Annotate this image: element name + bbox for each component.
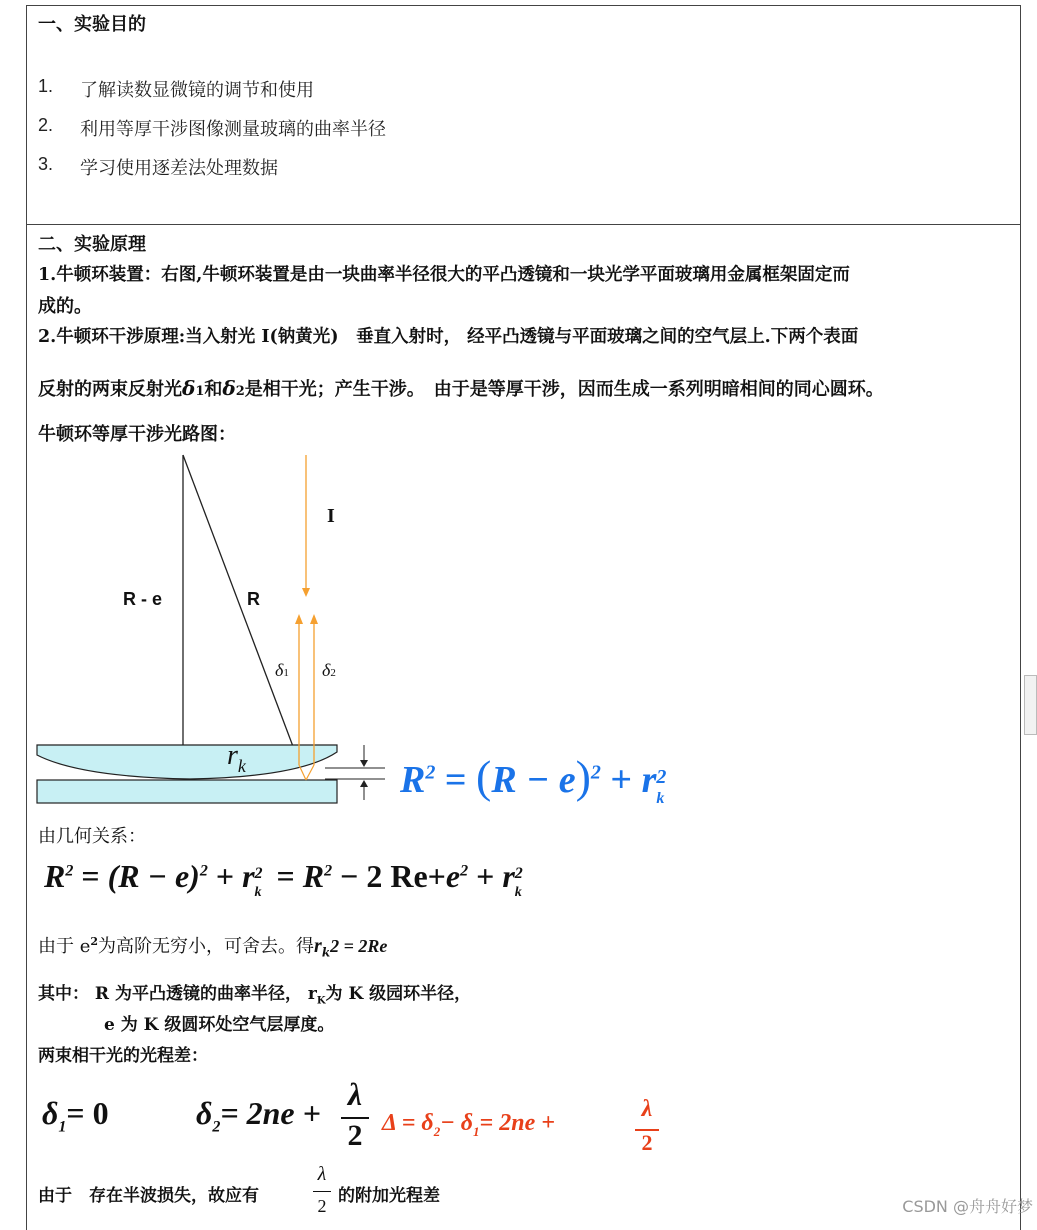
geometry-label: 由几何关系： bbox=[38, 826, 146, 847]
delta2-frac-den: 2 bbox=[347, 1119, 363, 1152]
plano-convex-lens bbox=[37, 745, 337, 779]
label-delta2: δ2 bbox=[322, 660, 336, 680]
reflected-arrowhead-1 bbox=[295, 614, 303, 624]
where-line1: 其中： R 为平凸透镜的曲率半径， $r_K$为 K 级园环半径， bbox=[38, 984, 472, 1007]
formula-blue: $R^2 = (R - e)^2 + r$ 2 k bbox=[400, 751, 667, 807]
dimension-arrowhead-top bbox=[360, 760, 368, 767]
goal-number: 3. bbox=[38, 154, 54, 174]
principle-para1-cont: 成的。 bbox=[38, 296, 92, 317]
half-wave-text-a: 由于 存在半波损失，故应有 bbox=[38, 1186, 259, 1206]
half-wave-frac-bar bbox=[313, 1191, 331, 1192]
goal-number: 1. bbox=[38, 76, 54, 96]
goal-text: 学习使用逐差法处理数据 bbox=[80, 158, 278, 178]
diagram-title: 牛顿环等厚干涉光路图： bbox=[38, 424, 236, 445]
geometry-formula: $R^2 = (R - e)^2 + r$ 2 k = $R^2 - 2$ $Re+e^2 + r$ 2 k bbox=[44, 858, 523, 900]
reflected-arrowhead-2 bbox=[310, 614, 318, 624]
path-diff-label: 两束相干光的光程差： bbox=[38, 1046, 208, 1066]
principle-para1: 1.牛顿环装置：右图,牛顿环装置是由一块曲率半径很大的平凸透镜和一块光学平面玻璃用金属框架固定而 bbox=[38, 265, 850, 285]
principle-para2: 2.牛顿环干涉原理:当入射光 I(钠黄光) 垂直入射时， 经平凸透镜与平面玻璃之间的空气层上.下两个表面 bbox=[38, 327, 859, 347]
half-wave-frac-den: 2 bbox=[317, 1196, 327, 1216]
ray-v-right bbox=[306, 765, 314, 780]
label-delta1: δ1 bbox=[275, 660, 289, 680]
label-rk: $r_k$ bbox=[227, 740, 246, 776]
goal-text: 了解读数显微镜的调节和使用 bbox=[80, 80, 314, 100]
label-R-minus-e: R - e bbox=[123, 589, 163, 609]
where-line2: e 为 K 级圆环处空气层厚度。 bbox=[104, 1015, 335, 1035]
csdn-watermark: CSDN @舟舟好梦 bbox=[902, 1197, 1033, 1216]
delta1-formula: $\delta_1= 0$ bbox=[42, 1095, 109, 1136]
principle-para2-cont: 反射的两束反射光δ1和δ2是相干光；产生干涉。 由于是等厚干涉，因而生成一系列明暗相间的同心圆环。 bbox=[38, 376, 884, 400]
ray-v-left bbox=[299, 765, 306, 780]
section1-title: 一、实验目的 bbox=[38, 14, 146, 35]
delta-total-formula: $\Delta = \delta_2- \delta_1= 2ne$ + bbox=[382, 1110, 555, 1139]
incident-arrowhead bbox=[302, 588, 310, 597]
delta-total-frac-den: 2 bbox=[641, 1130, 653, 1155]
label-R: R bbox=[247, 589, 260, 609]
dimension-arrowhead-bottom bbox=[360, 780, 368, 787]
flat-glass-plate bbox=[37, 780, 337, 803]
half-wave-frac-num: λ bbox=[317, 1163, 327, 1185]
delta-total-frac-num: λ bbox=[641, 1096, 653, 1122]
half-wave-text-b: 的附加光程差 bbox=[338, 1186, 440, 1206]
triangle-hypotenuse bbox=[183, 455, 300, 765]
delta2-frac-num: λ bbox=[347, 1076, 363, 1112]
higher-order-note: 由于 $e^2$为高阶无穷小，可舍去。得$r_k2 = 2Re$ bbox=[38, 935, 388, 960]
goal-number: 2. bbox=[38, 115, 54, 135]
section2-title: 二、实验原理 bbox=[38, 234, 146, 255]
label-incident-I: I bbox=[327, 505, 335, 527]
delta2-formula: $\delta_2= 2ne$ + bbox=[196, 1095, 321, 1136]
side-scroll-handle[interactable] bbox=[1024, 675, 1037, 735]
goal-text: 利用等厚干涉图像测量玻璃的曲率半径 bbox=[80, 119, 386, 139]
